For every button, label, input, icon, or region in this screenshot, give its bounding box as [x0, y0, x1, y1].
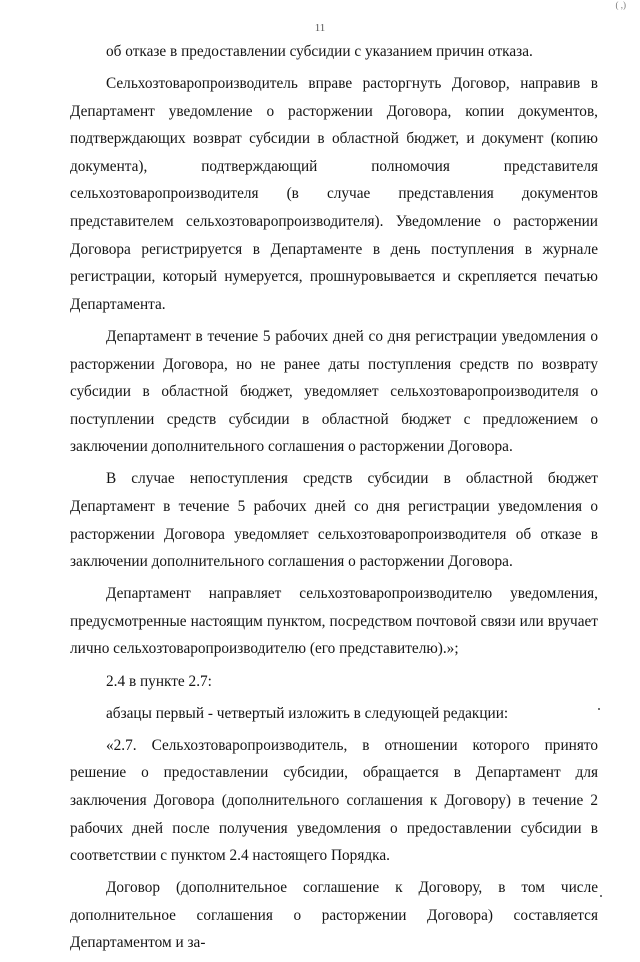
paragraph-6: 2.4 в пункте 2.7: — [106, 672, 212, 690]
paragraph-1: об отказе в предоставлении субсидии с указанием причин отказа. — [106, 43, 533, 60]
paragraph-9: Договор (дополнительное соглашение к Договору, в том числе дополнительное соглашения о расторжении Договора) составляется Департаментом и за- — [70, 879, 598, 952]
corner-mark: ( ,) — [615, 0, 626, 10]
paragraph-7: абзацы первый - четвертый изложить в следующей редакции: — [106, 704, 509, 722]
page-number: 11 — [314, 22, 326, 34]
paragraph-5: Департамент направляет сельхозтоваропроизводителю уведомления, предусмотренные настоящим пунктом, посредством почтовой связи или вручает лично сельхозтоваропроизводителю (его представителю).»; — [70, 585, 598, 658]
document-body — [70, 38, 598, 962]
paragraph-8: «2.7. Сельхозтоваропроизводитель, в отношении которого принято решение о предоставлении субсидии, обращается в Департамент для заключения Договора (дополнительного соглашения к Договору) в течение 2 рабочих дней после получения уведомления о предоставлении субсидии в соответствии с пунктом 2.4 настоящего Порядка. — [70, 736, 598, 865]
paragraph-2: Сельхозтоваропроизводитель вправе расторгнуть Договор, направив в Департамент уведомление о расторжении Договора, копии документов, подтверждающих возврат субсидии в областной бюджет, и документ (копию документа), подтверждающий полномочия представителя сельхозтоваропроизводителя (в случае представления документов представителем сельхозтоваропроизводителя). Уведомление о расторжении Договора регистрируется в Департаменте в день поступления в журнале регистрации, который нумеруется, прошнуровывается и скрепляется печатью Департамента. — [70, 75, 598, 313]
scan-speck — [600, 895, 602, 897]
paragraph-3: Департамент в течение 5 рабочих дней со дня регистрации уведомления о расторжении Договора, но не ранее даты поступления средств по возврату субсидии в областной бюджет, уведомляет сельхозтоваропроизводителя о поступлении средств субсидии в областной бюджет с предложением о заключении дополнительного соглашения о расторжении Договора. — [70, 327, 598, 456]
scan-speck — [598, 708, 600, 710]
paragraph-4: В случае непоступления средств субсидии в областной бюджет Департамент в течение 5 рабочих дней со дня регистрации уведомления о расторжении Договора уведомляет сельхозтоваропроизводителя об отказе в заключении дополнительного соглашения о расторжении Договора. — [70, 470, 598, 571]
